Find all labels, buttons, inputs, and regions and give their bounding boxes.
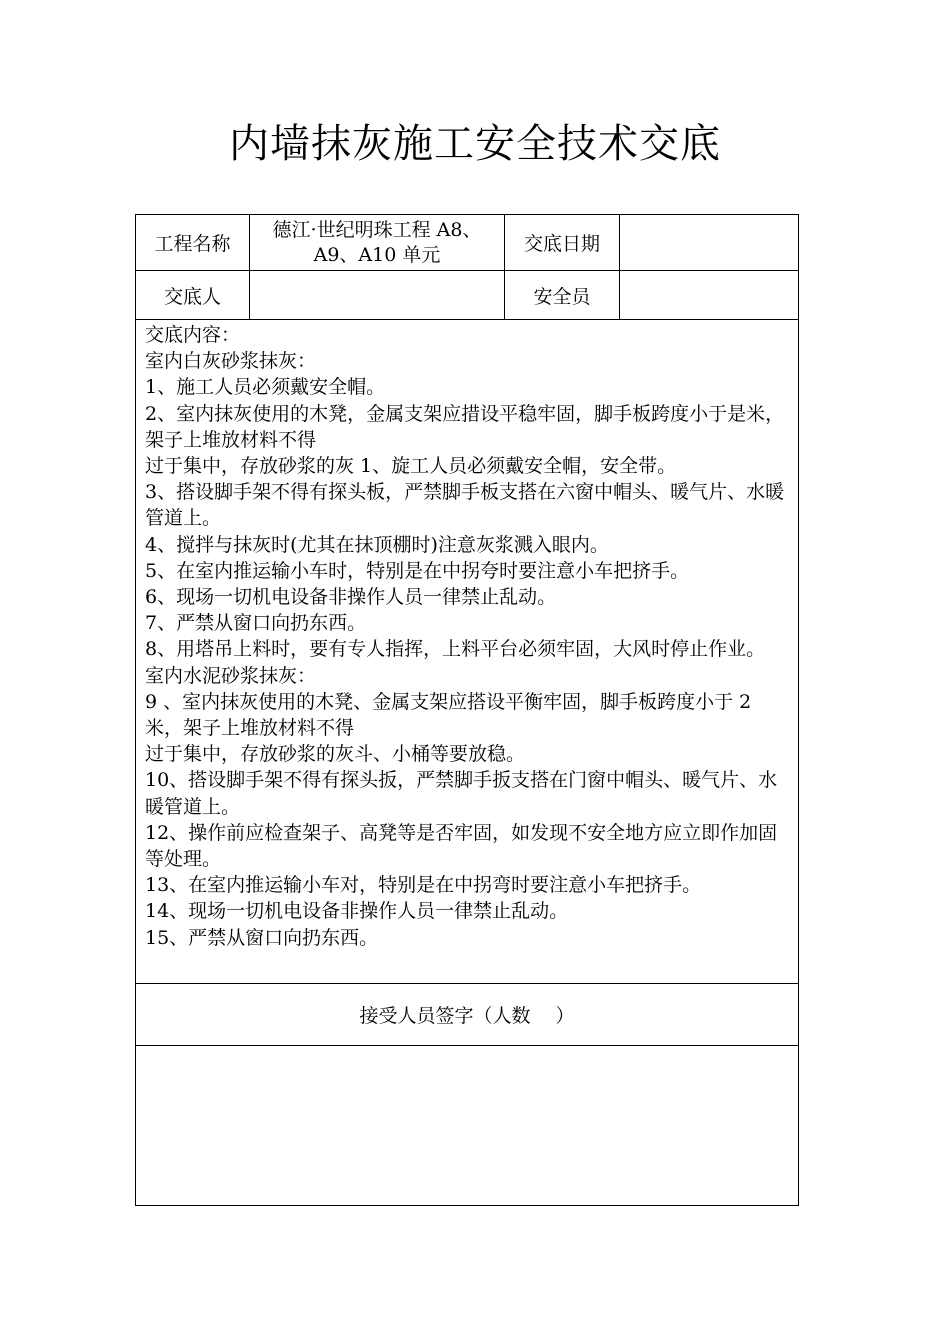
disclosure-content	[136, 320, 799, 984]
presenter-label: 交底人	[136, 271, 250, 320]
content-line: 室内白灰砂浆抹灰：	[145, 350, 317, 373]
content-line: 15、严禁从窗口向扔东西。	[145, 926, 379, 949]
signature-area-row	[136, 1046, 799, 1206]
project-name-line2: A9、A10 单元	[313, 243, 441, 266]
disclosure-date-label: 交底日期	[505, 215, 620, 271]
content-row	[136, 320, 799, 984]
project-name-value	[250, 215, 505, 271]
content-line: 9 、室内抹灰使用的木凳、金属支架应搭设平衡牢固，脚手板跨度小于 2 米，架子上堆放材料不得	[145, 690, 752, 740]
content-line: 13、在室内推运输小车对，特别是在中拐弯时要注意小车把挤手。	[145, 874, 702, 897]
content-line: 3、搭设脚手架不得有探头板，严禁脚手板支搭在六窗中帽头、暖气片、水暖管道上。	[145, 481, 785, 530]
content-line: 10、搭设脚手架不得有探头扳，严禁脚手扳支搭在门窗中帽头、暖气片、水暖管道上。	[145, 769, 778, 818]
content-line: 2、室内抹灰使用的木凳，金属支架应措设平稳牢固，脚手板跨度小于是米，架子上堆放材料不得	[145, 402, 785, 451]
signature-header-row	[136, 984, 799, 1046]
header-row-project	[136, 215, 799, 271]
disclosure-date-value	[620, 215, 799, 271]
content-line: 过于集中，存放砂浆的灰 1、旋工人员必须戴安全帽，安全带。	[145, 455, 677, 478]
safety-officer-value	[620, 271, 799, 320]
content-line: 过于集中，存放砂浆的灰斗、小桶等要放稳。	[145, 743, 526, 766]
header-row-people	[136, 271, 799, 320]
content-line: 6、现场一切机电设备非操作人员一律禁止乱动。	[145, 586, 557, 609]
content-line: 室内水泥砂浆抹灰：	[145, 664, 317, 687]
content-line: 14、现场一切机电设备非操作人员一律禁止乱动。	[145, 900, 569, 923]
disclosure-table	[135, 214, 799, 1206]
signature-label: 接受人员签字（人数 ）	[136, 984, 799, 1046]
safety-officer-label: 安全员	[505, 271, 620, 320]
content-line: 5、在室内推运输小车时，特别是在中拐夸时要注意小车把挤手。	[145, 559, 690, 582]
document-title: 内墙抹灰施工安全技术交底	[229, 121, 721, 167]
project-name-line1: 德江·世纪明珠工程 A8、	[272, 218, 482, 241]
content-line: 12、操作前应检查架子、高凳等是否牢固，如发现不安全地方应立即作加固等处理。	[145, 821, 778, 871]
content-line: 7、严禁从窗口向扔东西。	[145, 612, 367, 635]
content-line: 4、搅拌与抹灰时(尤其在抹顶棚时)注意灰浆溅入眼内。	[145, 533, 609, 556]
signature-area[interactable]	[136, 1046, 799, 1206]
project-name-label: 工程名称	[136, 215, 250, 271]
content-line: 8、用塔吊上料时，要有专人指挥，上料平台必须牢固，大风时停止作业。	[145, 638, 766, 661]
content-line: 1、施工人员必须戴安全帽。	[145, 376, 386, 399]
content-line: 交底内容：	[145, 324, 241, 346]
presenter-value	[250, 271, 505, 320]
